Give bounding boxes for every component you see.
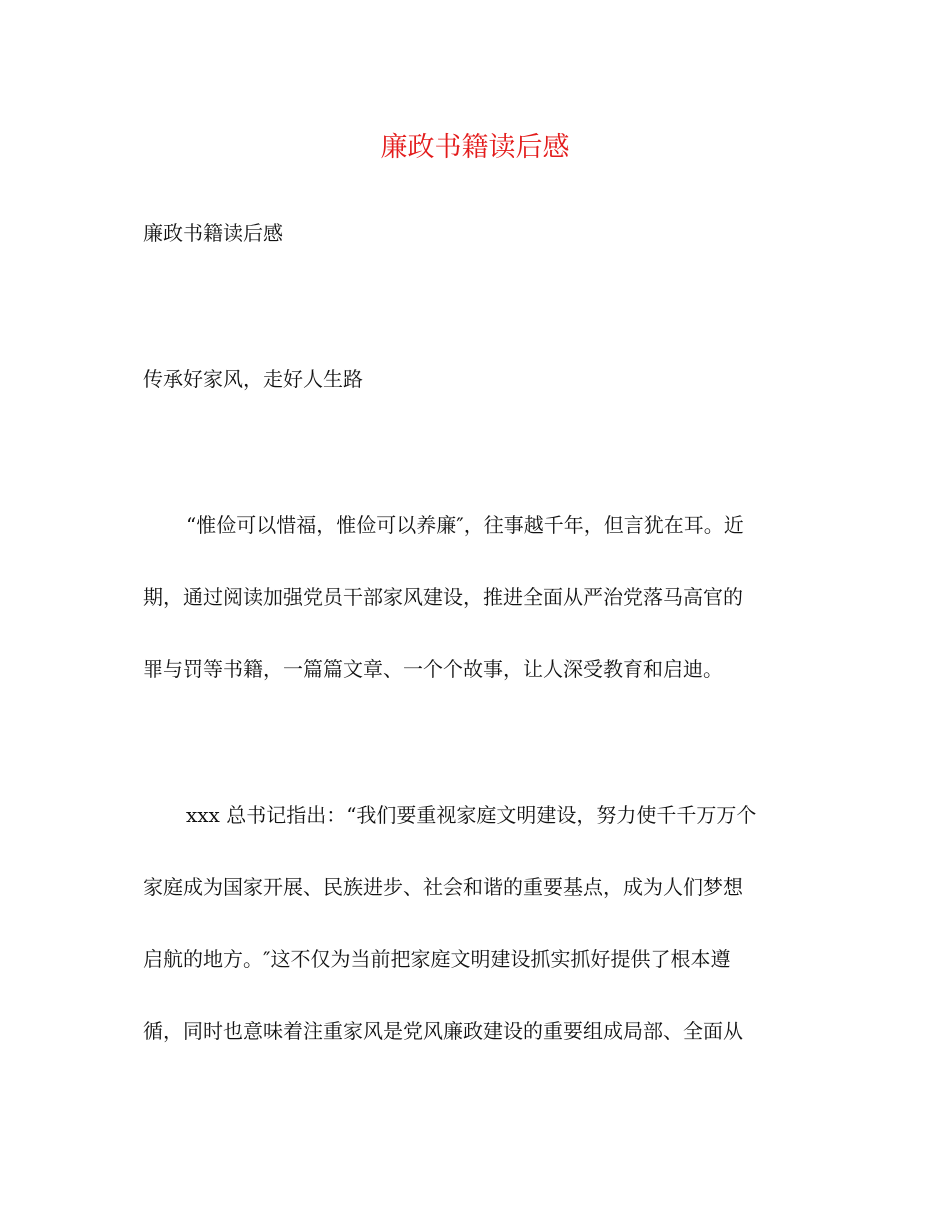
paragraph-1-line-3: 罪与罚等书籍，一篇篇文章、一个个故事，让人深受教育和启迪。 [143, 657, 723, 681]
document-title: 廉政书籍读后感 [380, 132, 570, 163]
paragraph-2-line-1: xxx 总书记指出：“我们要重视家庭文明建设，努力使千千万万个 [186, 803, 757, 827]
paragraph-2-line-3: 启航的地方。″这不仅为当前把家庭文明建设抓实抓好提供了根本遵 [143, 947, 731, 971]
section-heading: 传承好家风，走好人生路 [143, 367, 363, 391]
document-subtitle: 廉政书籍读后感 [143, 221, 283, 245]
paragraph-1-line-1: “惟俭可以惜福，惟俭可以养廉″，往事越千年，但言犹在耳。近 [186, 513, 744, 537]
paragraph-2-line-4: 循，同时也意味着注重家风是党风廉政建设的重要组成局部、全面从 [143, 1019, 743, 1043]
paragraph-1-line-2: 期，通过阅读加强党员干部家风建设，推进全面从严治党落马高官的 [143, 585, 743, 609]
paragraph-2-line-2: 家庭成为国家开展、民族进步、社会和谐的重要基点，成为人们梦想 [143, 875, 743, 899]
